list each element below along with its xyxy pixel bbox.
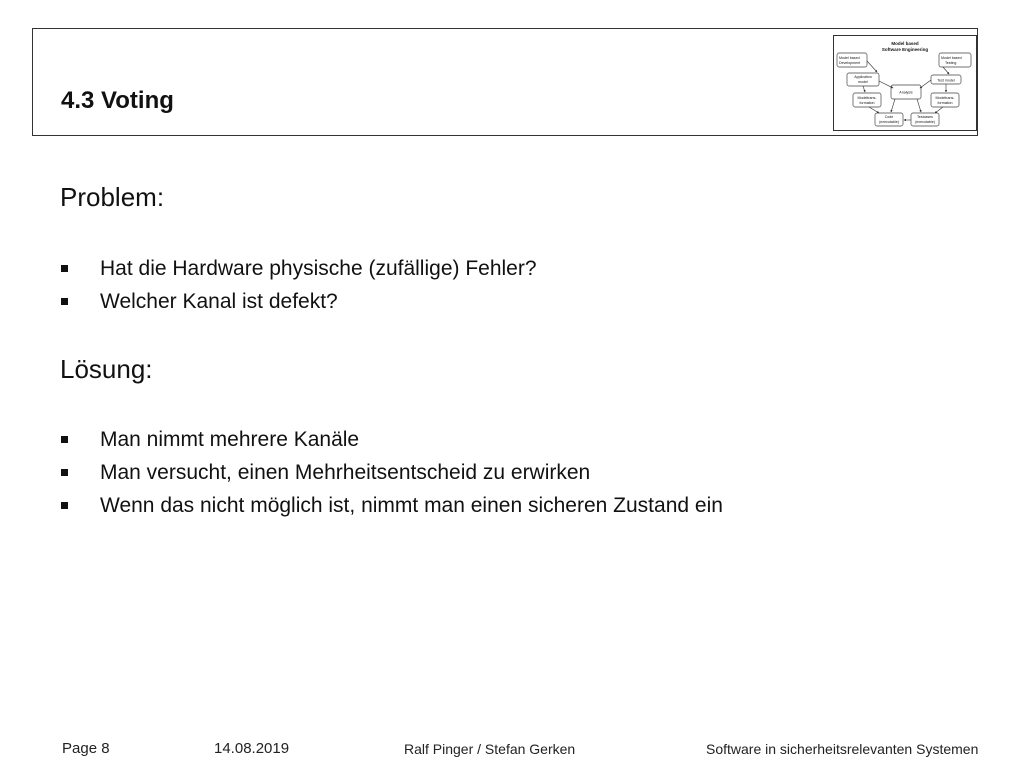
svg-text:formation: formation	[859, 101, 875, 105]
svg-text:model: model	[858, 80, 868, 84]
footer-page-number: Page 8	[62, 740, 110, 757]
svg-text:Application: Application	[854, 75, 872, 79]
problem-heading: Problem:	[60, 182, 165, 212]
bullet-text: Wenn das nicht möglich ist, nimmt man einen sicheren Zustand ein	[100, 494, 723, 517]
node-analysis	[891, 85, 921, 99]
bullet-text: Hat die Hardware physische (zufällige) Fehler?	[100, 257, 537, 280]
node-modeltransformation-right	[931, 93, 959, 107]
footer-authors: Ralf Pinger / Stefan Gerken	[404, 741, 576, 757]
svg-text:(executable): (executable)	[879, 120, 899, 124]
svg-text:Model based: Model based	[941, 56, 962, 60]
list-item	[60, 285, 537, 318]
problem-list	[60, 252, 537, 318]
footer-course-title: Software in sicherheitsrelevanten Systemen	[706, 741, 979, 757]
bullet-square-icon	[61, 502, 68, 509]
node-testcases-executable	[911, 113, 939, 126]
slide-header	[32, 28, 978, 136]
solution-list	[60, 423, 723, 522]
bullet-square-icon	[61, 436, 68, 443]
svg-text:Test model: Test model	[937, 78, 955, 83]
list-item	[60, 456, 723, 489]
bullet-square-icon	[61, 298, 68, 305]
bullet-square-icon	[61, 469, 68, 476]
node-model-based-testing	[939, 53, 971, 67]
bullet-text: Man nimmt mehrere Kanäle	[100, 428, 360, 451]
svg-text:Development: Development	[839, 61, 861, 65]
list-item	[60, 423, 723, 456]
slide-title: 4.3 Voting	[61, 87, 174, 114]
svg-text:Code: Code	[884, 115, 894, 119]
bullet-text: Man versucht, einen Mehrheitsentscheid zu erwirken	[100, 461, 591, 484]
svg-text:Model based: Model based	[839, 56, 860, 60]
svg-text:Modeltrans-: Modeltrans-	[857, 96, 877, 100]
svg-text:formation: formation	[937, 101, 953, 105]
logo-title-line2: Software Engineering	[881, 47, 929, 52]
node-application-model	[847, 73, 879, 86]
bullet-text: Welcher Kanal ist defekt?	[100, 290, 338, 313]
svg-text:Modeltrans-: Modeltrans-	[935, 96, 955, 100]
svg-text:(executable): (executable)	[915, 120, 935, 124]
svg-text:Testing: Testing	[945, 61, 957, 65]
logo-title-line1: Model based	[891, 41, 919, 46]
solution-heading: Lösung:	[60, 354, 153, 384]
node-modeltransformation-left	[853, 93, 881, 107]
node-test-model	[931, 75, 961, 84]
list-item	[60, 252, 537, 285]
bullet-square-icon	[61, 265, 68, 272]
node-model-based-development	[837, 53, 867, 67]
svg-text:Analysis: Analysis	[899, 90, 913, 95]
footer-date: 14.08.2019	[214, 740, 290, 757]
list-item	[60, 489, 723, 522]
node-code-executable	[875, 113, 903, 126]
svg-text:Testcases: Testcases	[917, 115, 933, 119]
mbse-logo-diagram	[833, 35, 977, 131]
